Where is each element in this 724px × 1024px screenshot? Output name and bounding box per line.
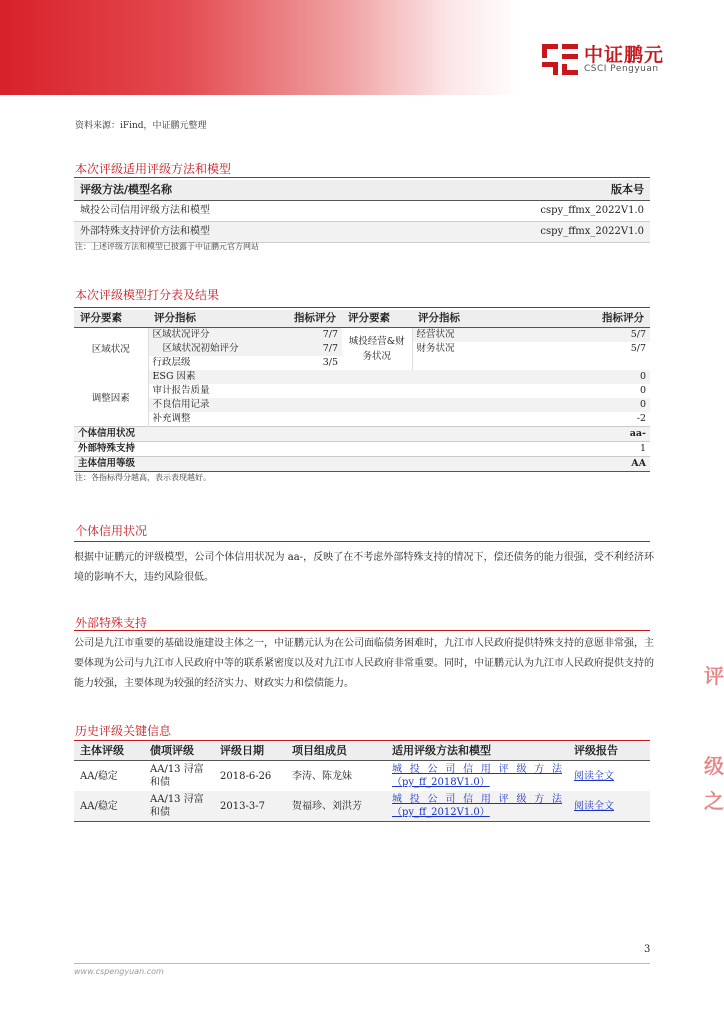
table-row bbox=[74, 201, 650, 222]
history-header-report: 评级报告 bbox=[568, 742, 650, 761]
history-method-link[interactable] bbox=[392, 763, 562, 788]
table-row bbox=[74, 791, 650, 822]
table-row bbox=[74, 457, 650, 472]
source-note: 资料来源：iFind，中证鹏元整理 bbox=[75, 121, 207, 131]
method-line-1: 城投公司信用评级方法 bbox=[392, 794, 562, 805]
individual-paragraph: 根据中证鹏元的评级模型，公司个体信用状况为 aa-，反映了在不考虑外部特殊支持的情况下，偿还债务的能力很强，受不利经济环境的影响不大，违约风险很低。 bbox=[74, 552, 654, 583]
indicator-label: ESG 因素 bbox=[148, 370, 270, 384]
table-row bbox=[74, 398, 650, 412]
summary-value: aa- bbox=[534, 427, 650, 442]
indicator-label: 财务状况 bbox=[416, 343, 455, 354]
methods-section-divider bbox=[74, 177, 650, 178]
score-section-title: 本次评级模型打分表及结果 bbox=[75, 288, 220, 302]
history-header-method: 适用评级方法和模型 bbox=[386, 742, 568, 761]
score-header-indicator: 评分指标 bbox=[148, 310, 270, 328]
summary-label: 个体信用状况 bbox=[74, 427, 270, 442]
method-line-2: （py_ff_2012V1.0） bbox=[392, 807, 490, 818]
methods-header-name: 评级方法/模型名称 bbox=[74, 180, 392, 201]
table-row bbox=[74, 384, 650, 398]
history-date: 2018-6-26 bbox=[220, 770, 272, 782]
summary-value: AA bbox=[534, 457, 650, 472]
table-row bbox=[74, 442, 650, 457]
history-rating: AA/稳定 bbox=[74, 791, 144, 822]
methods-table bbox=[74, 180, 650, 243]
history-section-divider bbox=[74, 740, 650, 741]
history-method-link[interactable] bbox=[392, 793, 562, 818]
indicator-label: 补充调整 bbox=[152, 413, 191, 424]
individual-section-divider bbox=[74, 541, 650, 542]
group-region: 区域状况 bbox=[74, 328, 148, 371]
read-report-link[interactable]: 阅读全文 bbox=[574, 800, 614, 812]
stamp-fragment: 之 bbox=[704, 789, 724, 813]
score-header-factor: 评分要素 bbox=[74, 310, 148, 328]
indicator-score: 7/7 bbox=[270, 328, 342, 343]
read-report-link[interactable]: 阅读全文 bbox=[574, 770, 614, 782]
table-row bbox=[74, 427, 650, 442]
table-row bbox=[74, 328, 650, 343]
indicator-score: 5/7 bbox=[630, 343, 646, 354]
history-members: 贺福珍、刘洪芳 bbox=[286, 791, 386, 822]
history-header-members: 项目组成员 bbox=[286, 742, 386, 761]
group-operations: 城投经营&财务状况 bbox=[342, 328, 412, 371]
indicator-label: 区域状况初始评分 bbox=[148, 342, 270, 356]
table-row bbox=[74, 370, 650, 384]
support-section-divider bbox=[74, 630, 650, 631]
methods-note: 注：上述评级方法和模型已披露于中证鹏元官方网站 bbox=[75, 242, 259, 251]
indicator-label: 区域状况评分 bbox=[148, 328, 270, 343]
indicator-score: 5/7 bbox=[534, 328, 650, 343]
history-section-title: 历史评级关键信息 bbox=[75, 724, 172, 738]
history-rating: AA/稳定 bbox=[80, 770, 118, 782]
footer-url: www.cspengyuan.com bbox=[74, 967, 164, 976]
page-number: 3 bbox=[644, 944, 651, 955]
score-section-divider bbox=[74, 307, 650, 308]
support-paragraph: 公司是九江市重要的基础设施建设主体之一，中证鹏元认为在公司面临债务困难时，九江市人民政府提供特殊支持的意愿非常强，主要体现为公司与九江市人民政府中等的联系紧密度以及对九江市人民政府非常重要。同时，中证鹏元认为九江市人民政府提供支持的能力较强，主要体现为较强的经济实力、财政实力和偿债能力。 bbox=[74, 638, 654, 689]
logo-text-cn: 中证鹏元 bbox=[584, 44, 665, 66]
score-header-score: 指标评分 bbox=[270, 310, 342, 328]
history-bond: AA/13 浔富和债 bbox=[150, 764, 204, 788]
stamp-fragment: 评 bbox=[704, 664, 724, 688]
logo-icon bbox=[540, 42, 580, 76]
history-bond: AA/13 浔富和债 bbox=[144, 791, 214, 822]
history-table bbox=[74, 742, 650, 822]
summary-value: 1 bbox=[534, 442, 650, 457]
indicator-score: 0 bbox=[534, 370, 650, 384]
score-table bbox=[74, 310, 650, 472]
indicator-score: 3/5 bbox=[322, 357, 338, 368]
score-header-factor-2: 评分要素 bbox=[342, 310, 412, 328]
history-header-date: 评级日期 bbox=[214, 742, 286, 761]
table-row bbox=[74, 222, 650, 243]
stamp-fragment: 级 bbox=[704, 754, 724, 778]
methods-header-version: 版本号 bbox=[392, 180, 650, 201]
method-name: 外部特殊支持评价方法和模型 bbox=[74, 222, 392, 243]
score-header-indicator-2: 评分指标 bbox=[412, 310, 534, 328]
indicator-label: 行政层级 bbox=[152, 357, 191, 368]
method-version: cspy_ffmx_2022V1.0 bbox=[392, 201, 650, 222]
method-line-1: 城投公司信用评级方法 bbox=[392, 764, 562, 775]
method-name: 城投公司信用评级方法和模型 bbox=[74, 201, 392, 222]
support-section-title: 外部特殊支持 bbox=[75, 616, 148, 630]
indicator-score: 7/7 bbox=[270, 342, 342, 356]
indicator-score: 0 bbox=[534, 398, 650, 412]
score-header-score-2: 指标评分 bbox=[534, 310, 650, 328]
logo-text-en: CSCI Pengyuan bbox=[584, 64, 659, 74]
method-line-2: （py_ff_2018V1.0） bbox=[392, 777, 490, 788]
indicator-score: 0 bbox=[639, 385, 646, 396]
footer-divider bbox=[74, 963, 650, 964]
method-version: cspy_ffmx_2022V1.0 bbox=[392, 222, 650, 243]
individual-section-title: 个体信用状况 bbox=[75, 524, 148, 538]
history-date: 2013-3-7 bbox=[214, 791, 286, 822]
summary-label: 主体信用等级 bbox=[74, 457, 270, 472]
history-members: 李涛、陈龙妹 bbox=[292, 770, 352, 782]
history-header-rating: 主体评级 bbox=[74, 742, 144, 761]
table-row bbox=[74, 412, 650, 427]
indicator-label: 经营状况 bbox=[412, 328, 534, 343]
summary-label: 外部特殊支持 bbox=[74, 442, 270, 457]
indicator-label: 审计报告质量 bbox=[152, 385, 210, 396]
indicator-score: -2 bbox=[636, 413, 646, 424]
group-adjustment: 调整因素 bbox=[74, 370, 148, 427]
table-row bbox=[74, 761, 650, 792]
methods-section-title: 本次评级适用评级方法和模型 bbox=[75, 162, 232, 176]
history-header-bond: 债项评级 bbox=[144, 742, 214, 761]
indicator-label: 不良信用记录 bbox=[148, 398, 270, 412]
score-note: 注：各指标得分越高，表示表现越好。 bbox=[75, 473, 211, 482]
